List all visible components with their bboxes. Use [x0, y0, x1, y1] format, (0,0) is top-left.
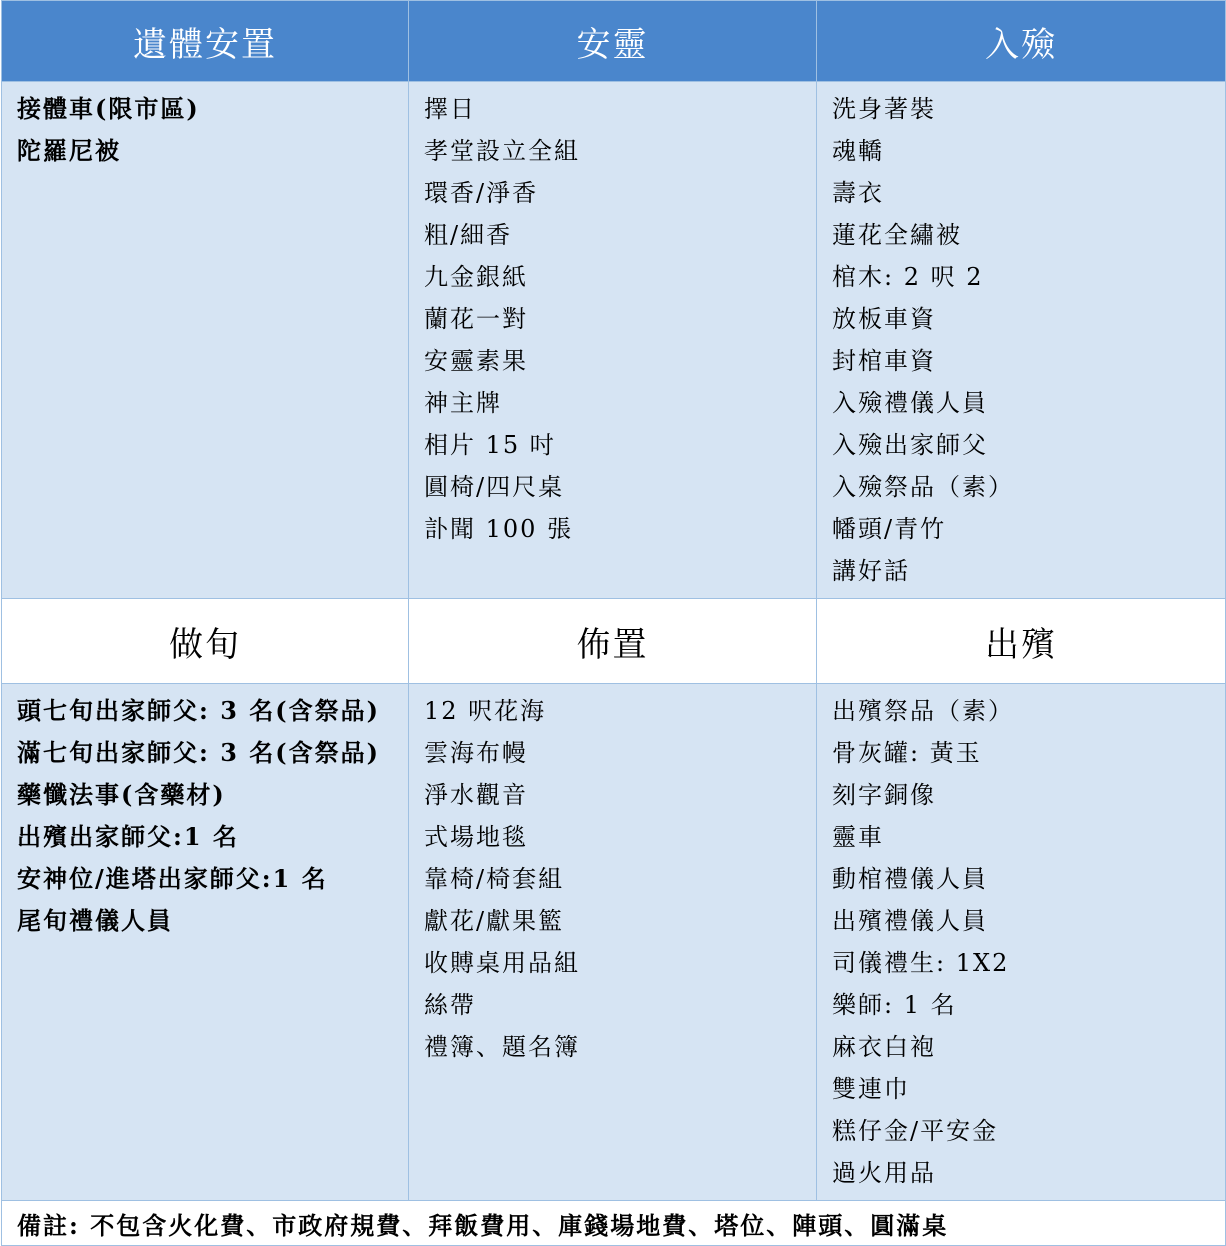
list-item: 孝堂設立全組: [424, 137, 580, 165]
list-item: 入殮祭品（素）: [832, 473, 1014, 501]
list-item: 擇日: [424, 95, 476, 123]
list-item: 禮簿、題名簿: [424, 1033, 580, 1061]
list-memorial-rites: [2, 684, 408, 948]
list-item: 神主牌: [424, 389, 502, 417]
list-item: 刻字銅像: [832, 781, 936, 809]
header-row-bottom: [2, 599, 1226, 684]
list-item: 司儀禮生: 1X2: [832, 949, 1010, 977]
list-item: 收賻桌用品組: [424, 949, 580, 977]
list-item: 蓮花全繡被: [832, 221, 962, 249]
list-item: 獻花/獻果籃: [424, 907, 565, 935]
header-funeral-procession: 出殯: [817, 599, 1226, 684]
list-item: 封棺車資: [832, 347, 936, 375]
cell-spirit-altar: [409, 82, 817, 599]
list-item: 環香/淨香: [424, 179, 539, 207]
list-item: 九金銀紙: [424, 263, 528, 291]
list-item: 靈車: [832, 823, 884, 851]
note-row: [2, 1201, 1226, 1246]
list-item: 接體車(限市區): [17, 94, 200, 123]
list-encoffining: [817, 82, 1225, 598]
list-item: 棺木: 2 呎 2: [832, 263, 984, 291]
remarks-note: 備註: 不包含火化費、市政府規費、拜飯費用、庫錢場地費、塔位、陣頭、圓滿桌: [2, 1201, 1226, 1246]
list-item: 講好話: [832, 557, 910, 585]
cell-body-placement: [2, 82, 409, 599]
list-item: 出殯祭品（素）: [832, 697, 1014, 725]
cell-memorial-rites: [2, 684, 409, 1201]
list-item: 式場地毯: [424, 823, 528, 851]
list-item: 圓椅/四尺桌: [424, 473, 565, 501]
list-item: 安神位/進塔出家師父:1 名: [17, 864, 328, 893]
list-item: 幡頭/青竹: [832, 515, 947, 543]
list-item: 絲帶: [424, 991, 476, 1019]
list-item: 出殯禮儀人員: [832, 907, 988, 935]
list-item: 雙連巾: [832, 1075, 910, 1103]
list-item: 動棺禮儀人員: [832, 865, 988, 893]
list-item: 淨水觀音: [424, 781, 528, 809]
list-item: 頭七旬出家師父: 3 名(含祭品): [17, 696, 380, 725]
cell-funeral-procession: [817, 684, 1226, 1201]
header-encoffining: 入殮: [817, 1, 1226, 82]
list-item: 糕仔金/平安金: [832, 1117, 999, 1145]
list-item: 入殮禮儀人員: [832, 389, 988, 417]
list-item: 訃聞 100 張: [424, 515, 574, 543]
list-item: 過火用品: [832, 1159, 936, 1187]
list-item: 藥懺法事(含藥材): [17, 780, 226, 809]
list-item: 放板車資: [832, 305, 936, 333]
list-item: 安靈素果: [424, 347, 528, 375]
list-item: 壽衣: [832, 179, 884, 207]
items-row-bottom: [2, 684, 1226, 1201]
header-spirit-altar: 安靈: [409, 1, 817, 82]
list-item: 入殮出家師父: [832, 431, 988, 459]
cell-decoration: [409, 684, 817, 1201]
list-item: 相片 15 吋: [424, 431, 556, 459]
list-item: 12 呎花海: [424, 697, 547, 725]
list-item: 骨灰罐: 黃玉: [832, 739, 982, 767]
items-row-top: [2, 82, 1226, 599]
package-table: [1, 0, 1226, 1246]
header-row-top: [2, 1, 1226, 82]
list-item: 麻衣白袍: [832, 1033, 936, 1061]
list-decoration: [409, 684, 816, 1074]
list-item: 靠椅/椅套組: [424, 865, 565, 893]
list-item: 洗身著裝: [832, 95, 936, 123]
list-spirit-altar: [409, 82, 816, 556]
list-item: 樂師: 1 名: [832, 991, 957, 1019]
list-item: 滿七旬出家師父: 3 名(含祭品): [17, 738, 380, 767]
header-memorial-rites: 做旬: [2, 599, 409, 684]
list-body-placement: [2, 82, 408, 178]
list-item: 雲海布幔: [424, 739, 528, 767]
cell-encoffining: [817, 82, 1226, 599]
header-decoration: 佈置: [409, 599, 817, 684]
list-item: 尾旬禮儀人員: [17, 906, 173, 935]
list-item: 粗/細香: [424, 221, 513, 249]
list-item: 魂轎: [832, 137, 884, 165]
list-item: 陀羅尼被: [17, 136, 121, 165]
list-item: 出殯出家師父:1 名: [17, 822, 239, 851]
header-body-placement: 遺體安置: [2, 1, 409, 82]
list-item: 蘭花一對: [424, 305, 528, 333]
list-funeral-procession: [817, 684, 1225, 1200]
